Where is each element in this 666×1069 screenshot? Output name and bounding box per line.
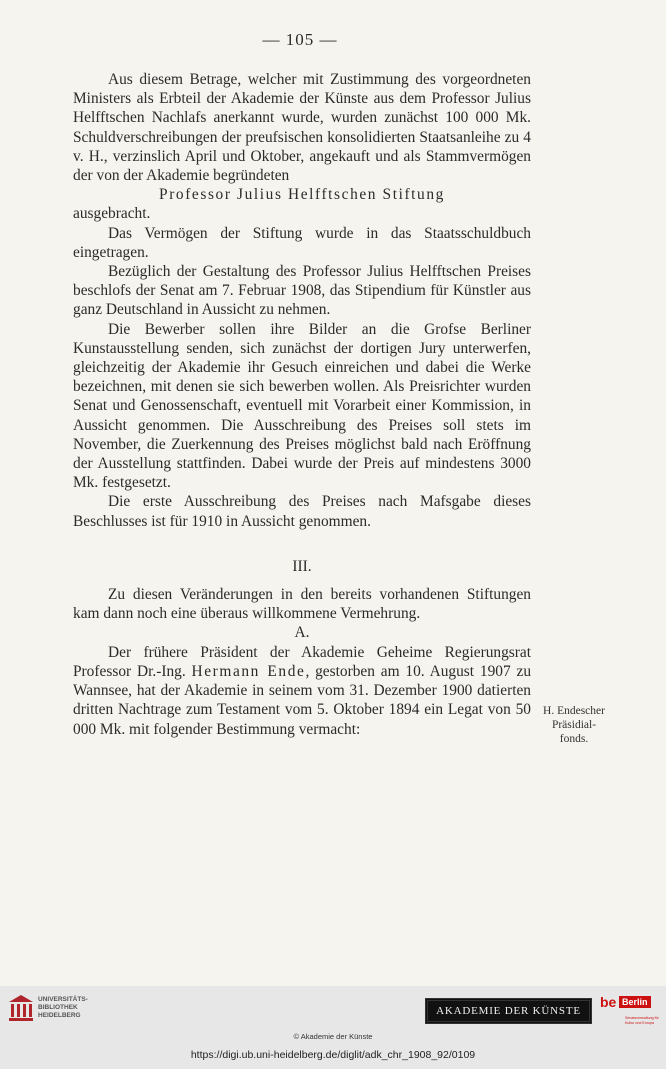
paragraph-6: Zu diesen Veränderungen in den bereits vorhandenen Stiftungen kam dann noch eine überaus willkommene Vermehrung.: [73, 586, 531, 623]
berlin-department-text: Senatsverwaltung für Kultur und Europa: [625, 1016, 659, 1025]
paragraph-7-part-b: , gestorben am 10. August 1907 zu Wannsee, hat der Akademie in seinem vom 31. Dezember 1900 datierten dritten Nachtrage zum Testament vom 5. Oktober 1894 ein Legat von 50 000 Mk. mit folgender Bestimmung vermacht:: [73, 662, 532, 738]
berlin-senate-logo[interactable]: [600, 994, 658, 1036]
university-library-name[interactable]: [38, 996, 88, 1020]
paragraph-1-end: ausgebracht.: [73, 205, 151, 223]
library-line-1: UNIVERSITÄTS-: [38, 996, 88, 1003]
foundation-name: Professor Julius Helfftschen Stiftung: [159, 186, 445, 204]
margin-note: [534, 704, 614, 746]
main-text: [73, 70, 531, 739]
berlin-badge: Berlin: [619, 996, 651, 1008]
paragraph-5: Die erste Ausschreibung des Preises nach Mafsgabe dieses Beschlusses ist für 1910 in Aussicht genommen.: [73, 493, 531, 530]
section-heading: III.: [292, 557, 312, 575]
library-line-2: BIBLIOTHEK: [38, 1004, 78, 1011]
paragraph-4: Die Bewerber sollen ihre Bilder an die Grofse Berliner Kunstausstellung senden, sich zunächst der dortigen Jury unterwerfen, gleichzeitig der Akademie ihr Gesuch einreichen und dabei die Werke bezeichnen, mit denen sie sich bewerben wollen. Als Preisrichter wurden Senat und Genossenschaft, eventuell mit Vorarbeit einer Kommission, in Aussicht genommen. Die Ausschreibung des Preises soll stets im November, die Zuerkennung des Preises möglichst bald nach Eröffnung der Ausstellung stattfinden. Dabei wurde der Preis auf mindestens 3000 Mk. festgesetzt.: [73, 320, 531, 492]
paragraph-1: Aus diesem Betrage, welcher mit Zustimmung des vorgeordneten Ministers als Erbteil der Akademie der Künste aus dem Professor Julius Helfftschen Nachlafs anerkannt wurde, wurden zunächst 100 000 Mk. Schuldverschreibungen der preufsischen konsolidierten Staatsanleihe zu 4 v. H., verzinslich April und Oktober, angekauft und als Stammvermögen der von der Akademie begründeten: [73, 71, 531, 185]
paragraph-7: [73, 643, 531, 739]
university-library-logo-icon[interactable]: [8, 994, 34, 1022]
page-number: — 105 —: [262, 30, 338, 49]
margin-note-line-3: fonds.: [559, 733, 589, 745]
margin-note-line-1: H. Endescher: [543, 705, 605, 717]
library-line-3: HEIDELBERG: [38, 1012, 81, 1019]
copyright-notice: © Akademie der Künste: [293, 1032, 373, 1041]
akademie-der-kuenste-logo[interactable]: AKADEMIE DER KÜNSTE: [425, 998, 592, 1024]
paragraph-2: Das Vermögen der Stiftung wurde in das Staatsschuldbuch eingetragen.: [73, 224, 531, 261]
person-name: Hermann Ende: [191, 662, 306, 680]
paragraph-3: Bezüglich der Gestaltung des Professor Julius Helfftschen Preises beschlofs der Senat am 7. Februar 1908, das Stipendium für Künstler aus ganz Deutschland in Aussicht zu nehmen.: [73, 263, 531, 319]
berlin-be-wordmark: be: [600, 994, 617, 1010]
margin-note-line-2: Präsidial-: [551, 719, 597, 731]
page-url[interactable]: https://digi.ub.uni-heidelberg.de/diglit/adk_chr_1908_92/0109: [190, 1049, 476, 1061]
paragraph-7-part-a: Der frühere Präsident der Akademie Geheime Regierungsrat Professor Dr.-Ing.: [73, 643, 531, 680]
subheading: A.: [294, 624, 310, 642]
